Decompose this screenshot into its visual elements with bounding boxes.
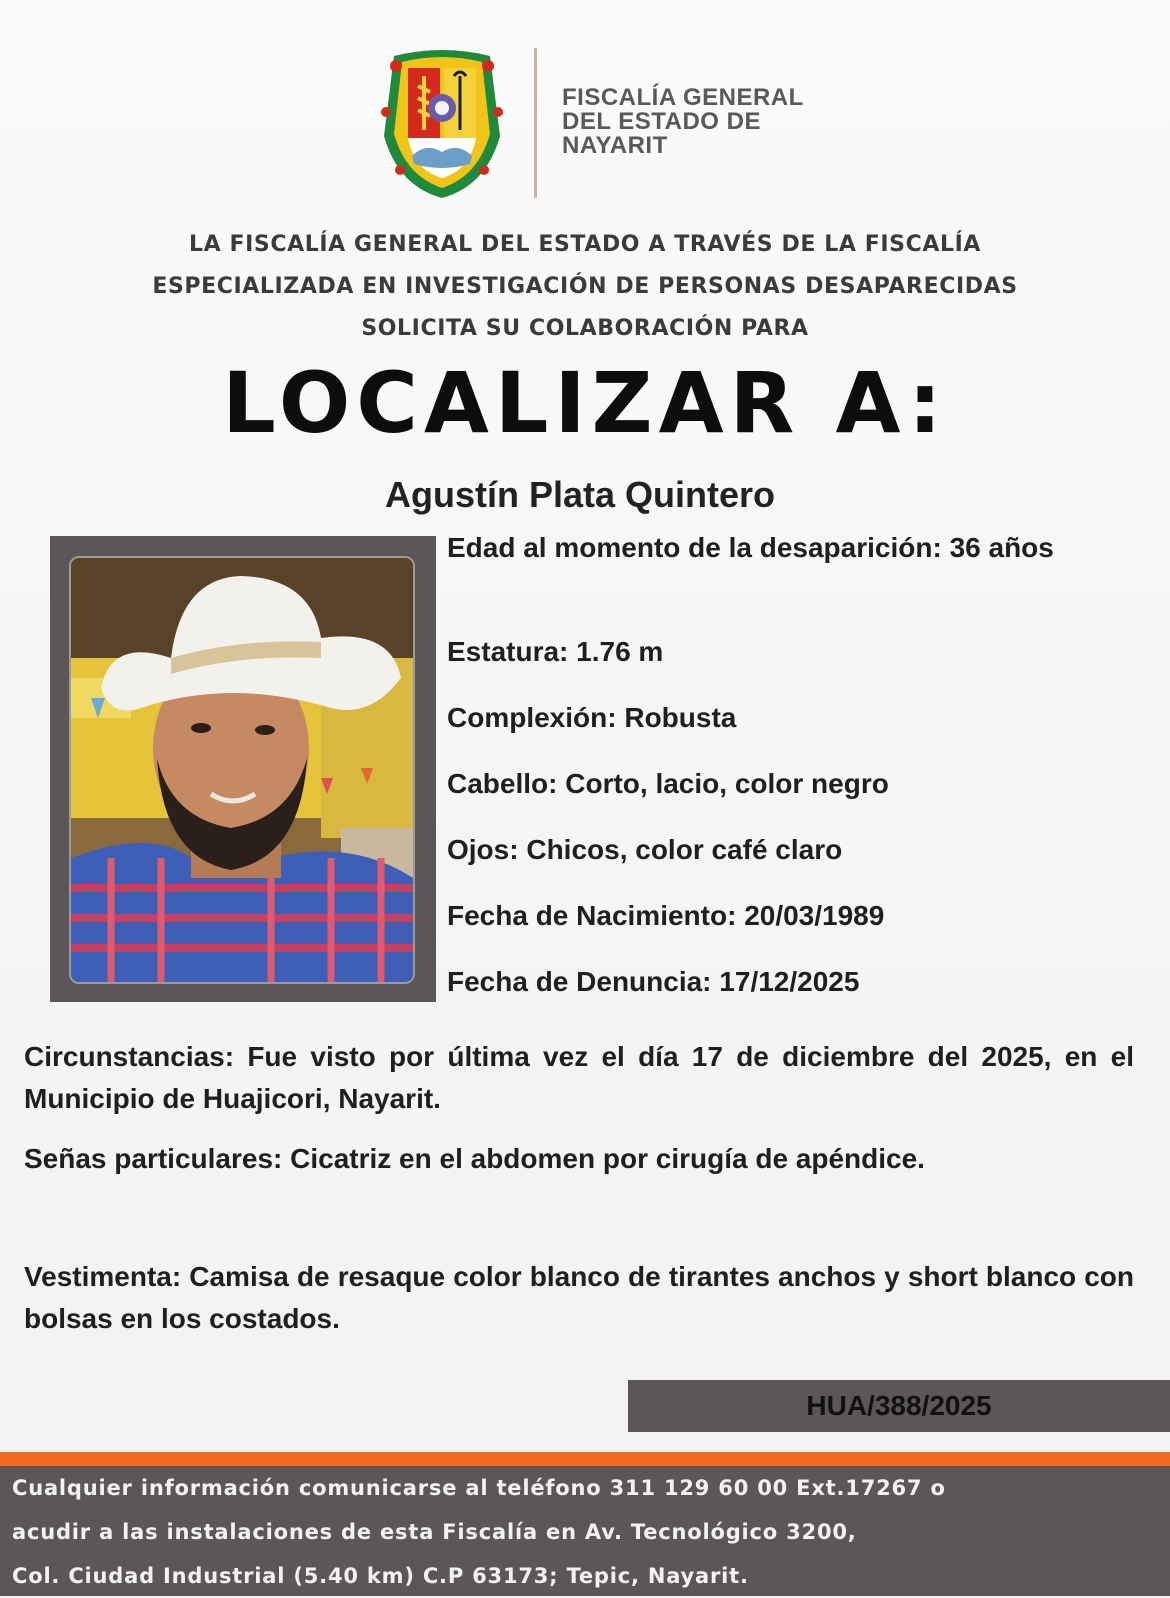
org-name-line: DEL ESTADO DE: [562, 108, 761, 135]
circumstances-text: Circunstancias: Fue visto por última vez el día 17 de diciembre del 2025, en el Municipio de Huajicori, Nayarit.: [24, 1041, 1134, 1114]
fact-label: Cabello:: [447, 768, 558, 799]
fact-label: Fecha de Denuncia:: [447, 966, 712, 997]
fact-birth-date: [447, 900, 884, 932]
fact-value: 17/12/2025: [719, 966, 860, 997]
fact-height: [447, 636, 663, 668]
org-name: [562, 86, 804, 158]
fact-label: Edad al momento de la desaparición:: [447, 532, 942, 563]
fact-eyes: [447, 834, 842, 866]
fact-age: [447, 532, 1054, 564]
clothing-text: Vestimenta: Camisa de resaque color blanco de tirantes anchos y short blanco con bolsas en los costados.: [24, 1261, 1134, 1334]
footer-line: Cualquier información comunicarse al teléfono 311 129 60 00 Ext.17267 o: [12, 1476, 946, 1500]
nayarit-state-seal-icon: [374, 46, 510, 200]
intro-line: ESPECIALIZADA EN INVESTIGACIÓN DE PERSONAS DESAPARECIDAS: [152, 274, 1018, 299]
footer-contact-text: [12, 1466, 946, 1598]
fact-value: 36 años: [949, 532, 1054, 563]
photo-frame: [50, 536, 436, 1002]
intro-line: LA FISCALÍA GENERAL DEL ESTADO A TRAVÉS DE LA FISCALÍA: [188, 232, 982, 257]
fact-report-date: [447, 966, 859, 998]
org-name-line: NAYARIT: [562, 132, 668, 159]
person-photo-icon: [71, 558, 413, 982]
fact-label: Complexión:: [447, 702, 617, 733]
footer-line: acudir a las instalaciones de esta Fiscalía en Av. Tecnológico 3200,: [12, 1520, 857, 1544]
org-name-line: FISCALÍA GENERAL: [562, 84, 804, 111]
fact-value: Corto, lacio, color negro: [565, 768, 889, 799]
fact-build: [447, 702, 736, 734]
headline: LOCALIZAR A:: [222, 354, 948, 452]
header-divider: [534, 48, 537, 198]
case-number-bar: [628, 1380, 1170, 1432]
fact-hair: [447, 768, 889, 800]
fact-label: Ojos:: [447, 834, 519, 865]
intro-statement: [0, 224, 1170, 350]
fact-value: Robusta: [624, 702, 737, 733]
fact-label: Fecha de Nacimiento:: [447, 900, 737, 931]
fact-value: Chicos, color café claro: [526, 834, 843, 865]
person-name: Agustín Plata Quintero: [384, 474, 776, 515]
intro-line: SOLICITA SU COLABORACIÓN PARA: [361, 316, 809, 341]
fact-value: 1.76 m: [576, 636, 664, 667]
case-number: HUA/388/2025: [806, 1390, 992, 1421]
footer-line: Col. Ciudad Industrial (5.40 km) C.P 63173; Tepic, Nayarit.: [12, 1564, 749, 1588]
footer-contact: [0, 1466, 1170, 1596]
distinguishing-marks-text: Señas particulares: Cicatriz en el abdomen por cirugía de apéndice.: [24, 1143, 925, 1174]
fact-label: Estatura:: [447, 636, 569, 667]
person-photo: [69, 556, 415, 984]
fact-value: 20/03/1989: [744, 900, 885, 931]
footer-accent-band: [0, 1452, 1170, 1466]
